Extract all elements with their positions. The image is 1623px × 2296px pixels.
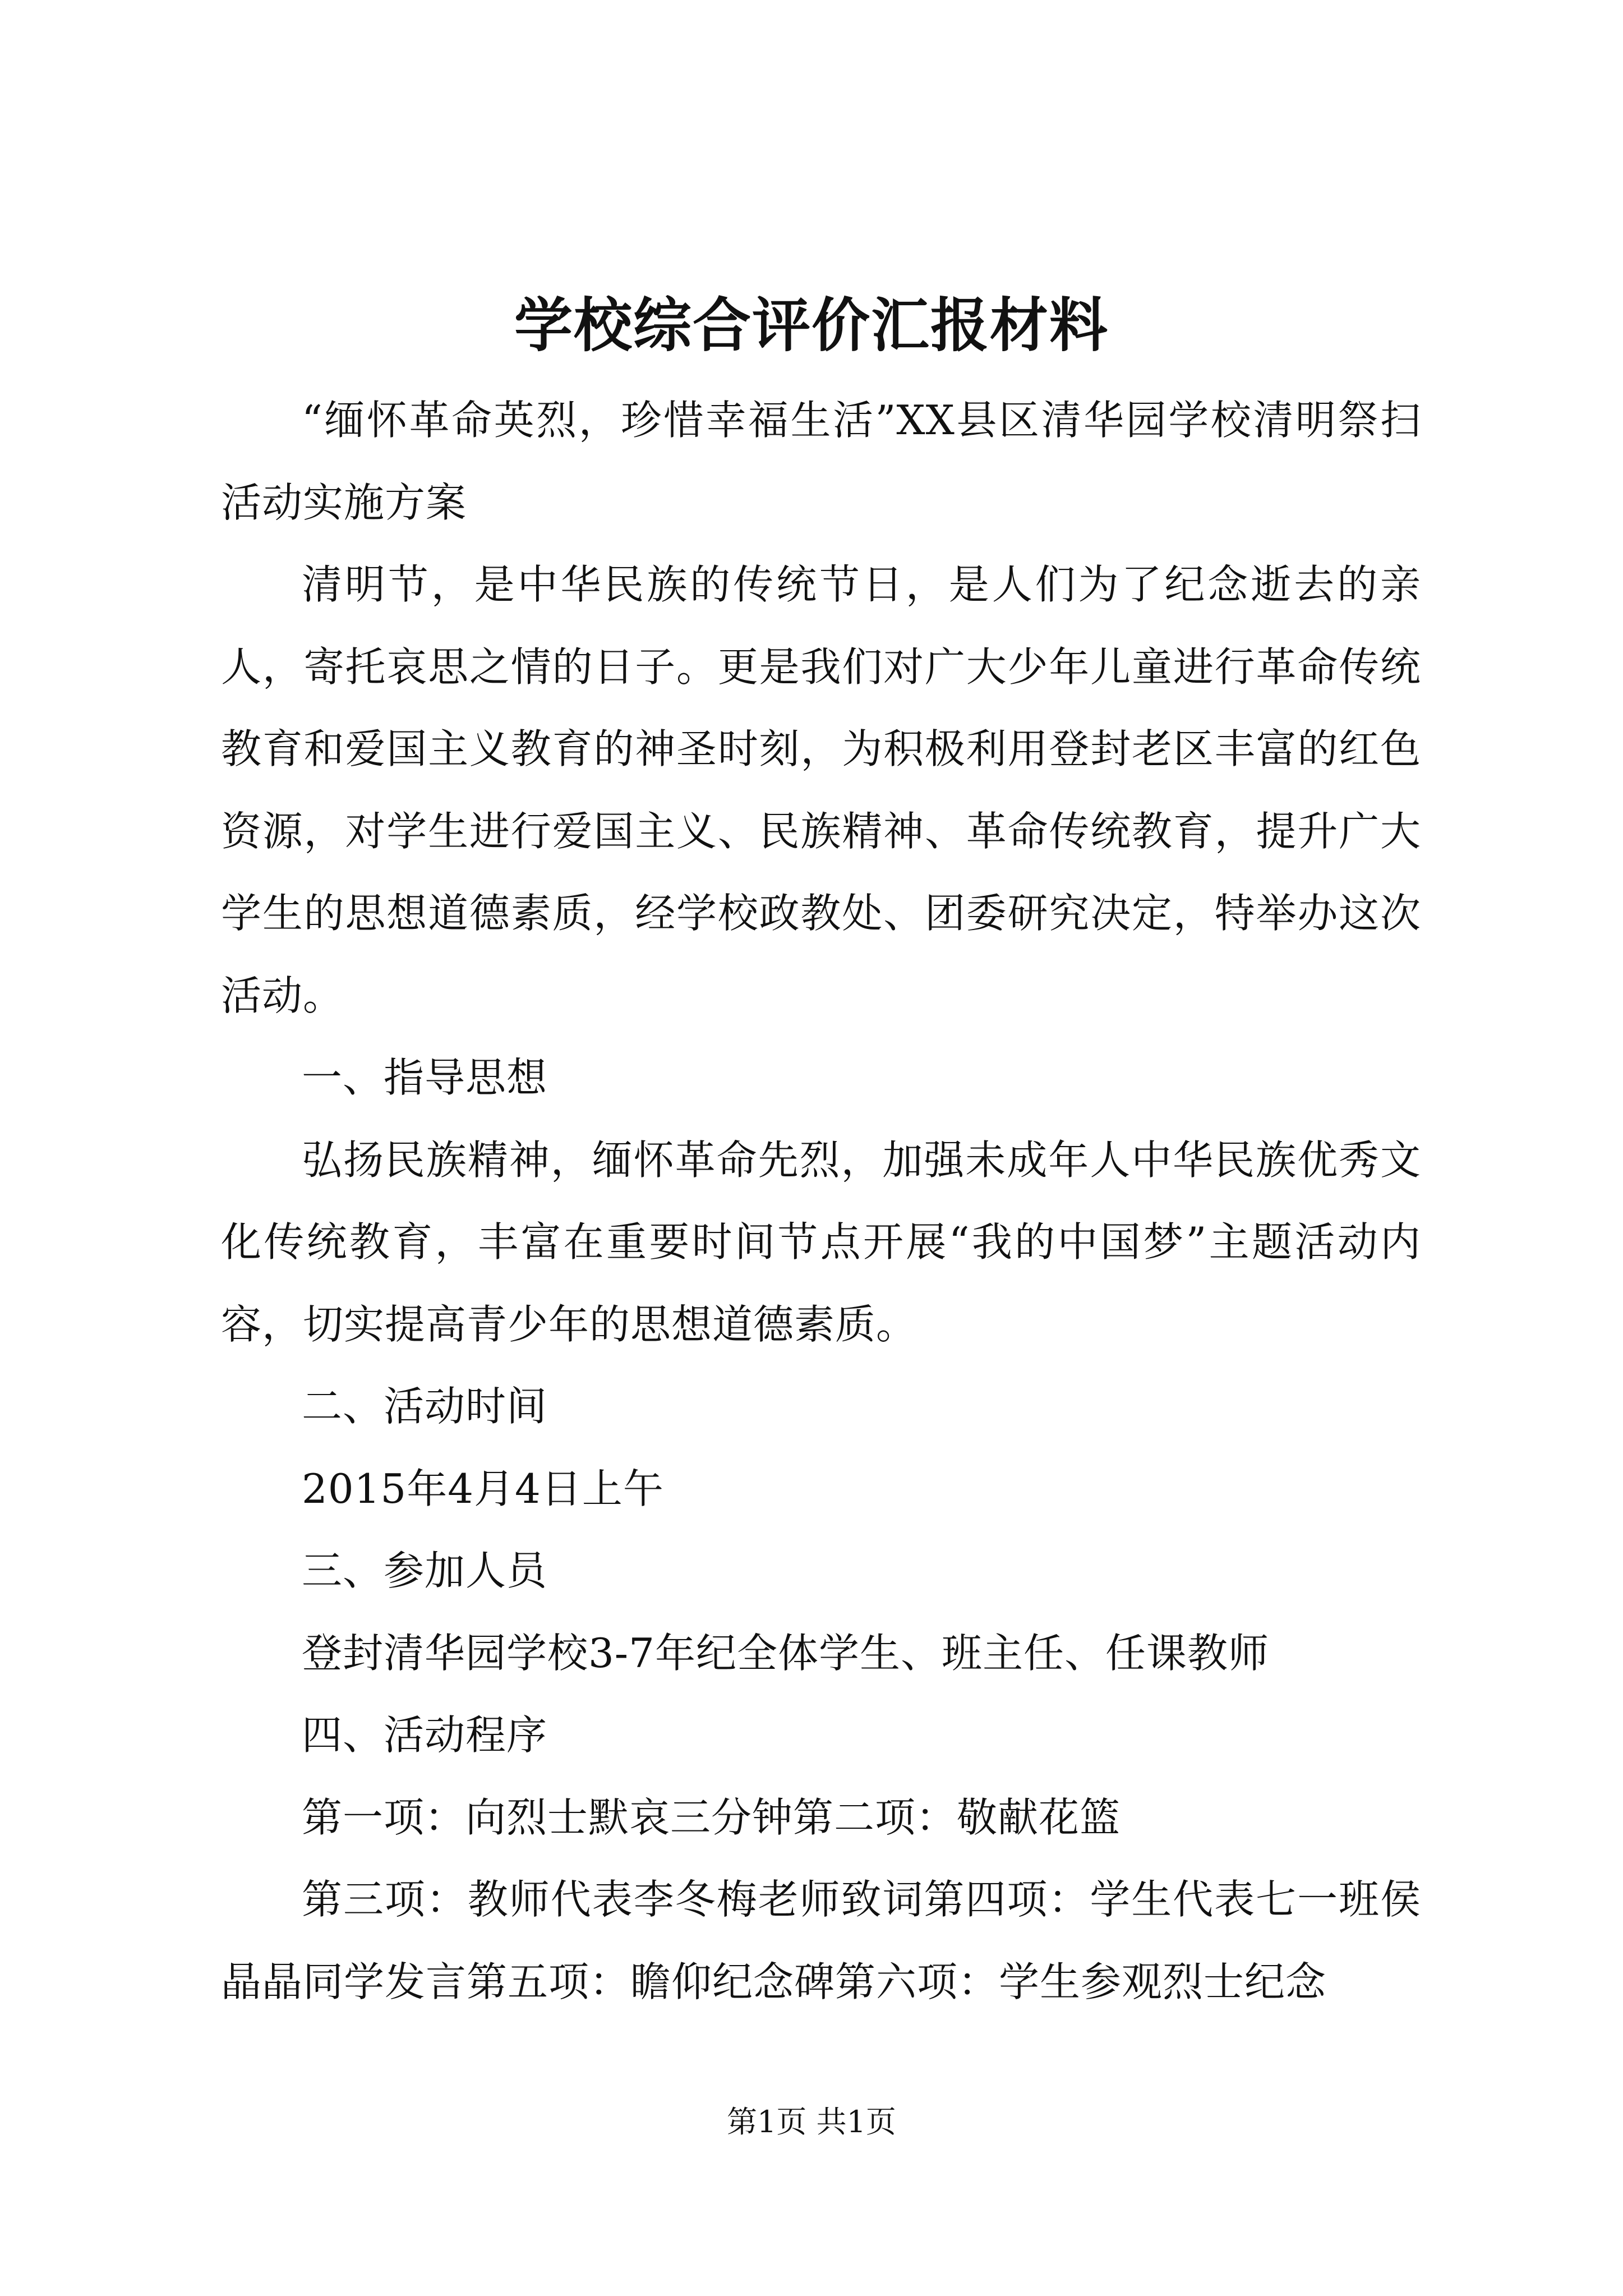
document-title: 学校综合评价汇报材料 (514, 291, 1109, 360)
paragraph-guiding-thought: 弘扬民族精神，缅怀革命先烈，加强未成年人中华民族优秀文化传统教育，丰富在重要时间节点开展“我的中国梦”主题活动内容，切实提高青少年的思想道德素质。 (221, 1136, 1421, 1348)
paragraph-intro: 清明节，是中华民族的传统节日，是人们为了纪念逝去的亲人，寄托哀思之情的日子。更是我们对广大少年儿童进行革命传统教育和爱国主义教育的神圣时刻，为积极利用登封老区丰富的红色资源，对学生进行爱国主义、民族精神、革命传统教育，提升广大学生的思想道德素质，经学校政教处、团委研究决定，特举办这次活动。 (221, 561, 1421, 1019)
heading-guiding-thought: 一、指导思想 (302, 1054, 548, 1101)
heading-activity-time: 二、活动时间 (302, 1383, 548, 1430)
paragraph-activity-time: 2015年4月4日上午 (302, 1465, 664, 1512)
paragraph-participants: 登封清华园学校3-7年纪全体学生、班主任、任课教师 (302, 1629, 1269, 1677)
heading-procedure: 四、活动程序 (302, 1711, 548, 1759)
page-footer: 第1页 共1页 (727, 2104, 896, 2139)
paragraph-procedure-2: 第三项：教师代表李冬梅老师致词第四项：学生代表七一班侯晶晶同学发言第五项：瞻仰纪念碑第六项：学生参观烈士纪念 (221, 1876, 1421, 2005)
document-body (221, 379, 1421, 2023)
paragraph-subtitle: “缅怀革命英烈，珍惜幸福生活”XX县区清华园学校清明祭扫活动实施方案 (221, 397, 1421, 526)
paragraph-procedure-1: 第一项：向烈士默哀三分钟第二项：敬献花篮 (302, 1793, 1121, 1841)
heading-participants: 三、参加人员 (302, 1547, 548, 1594)
